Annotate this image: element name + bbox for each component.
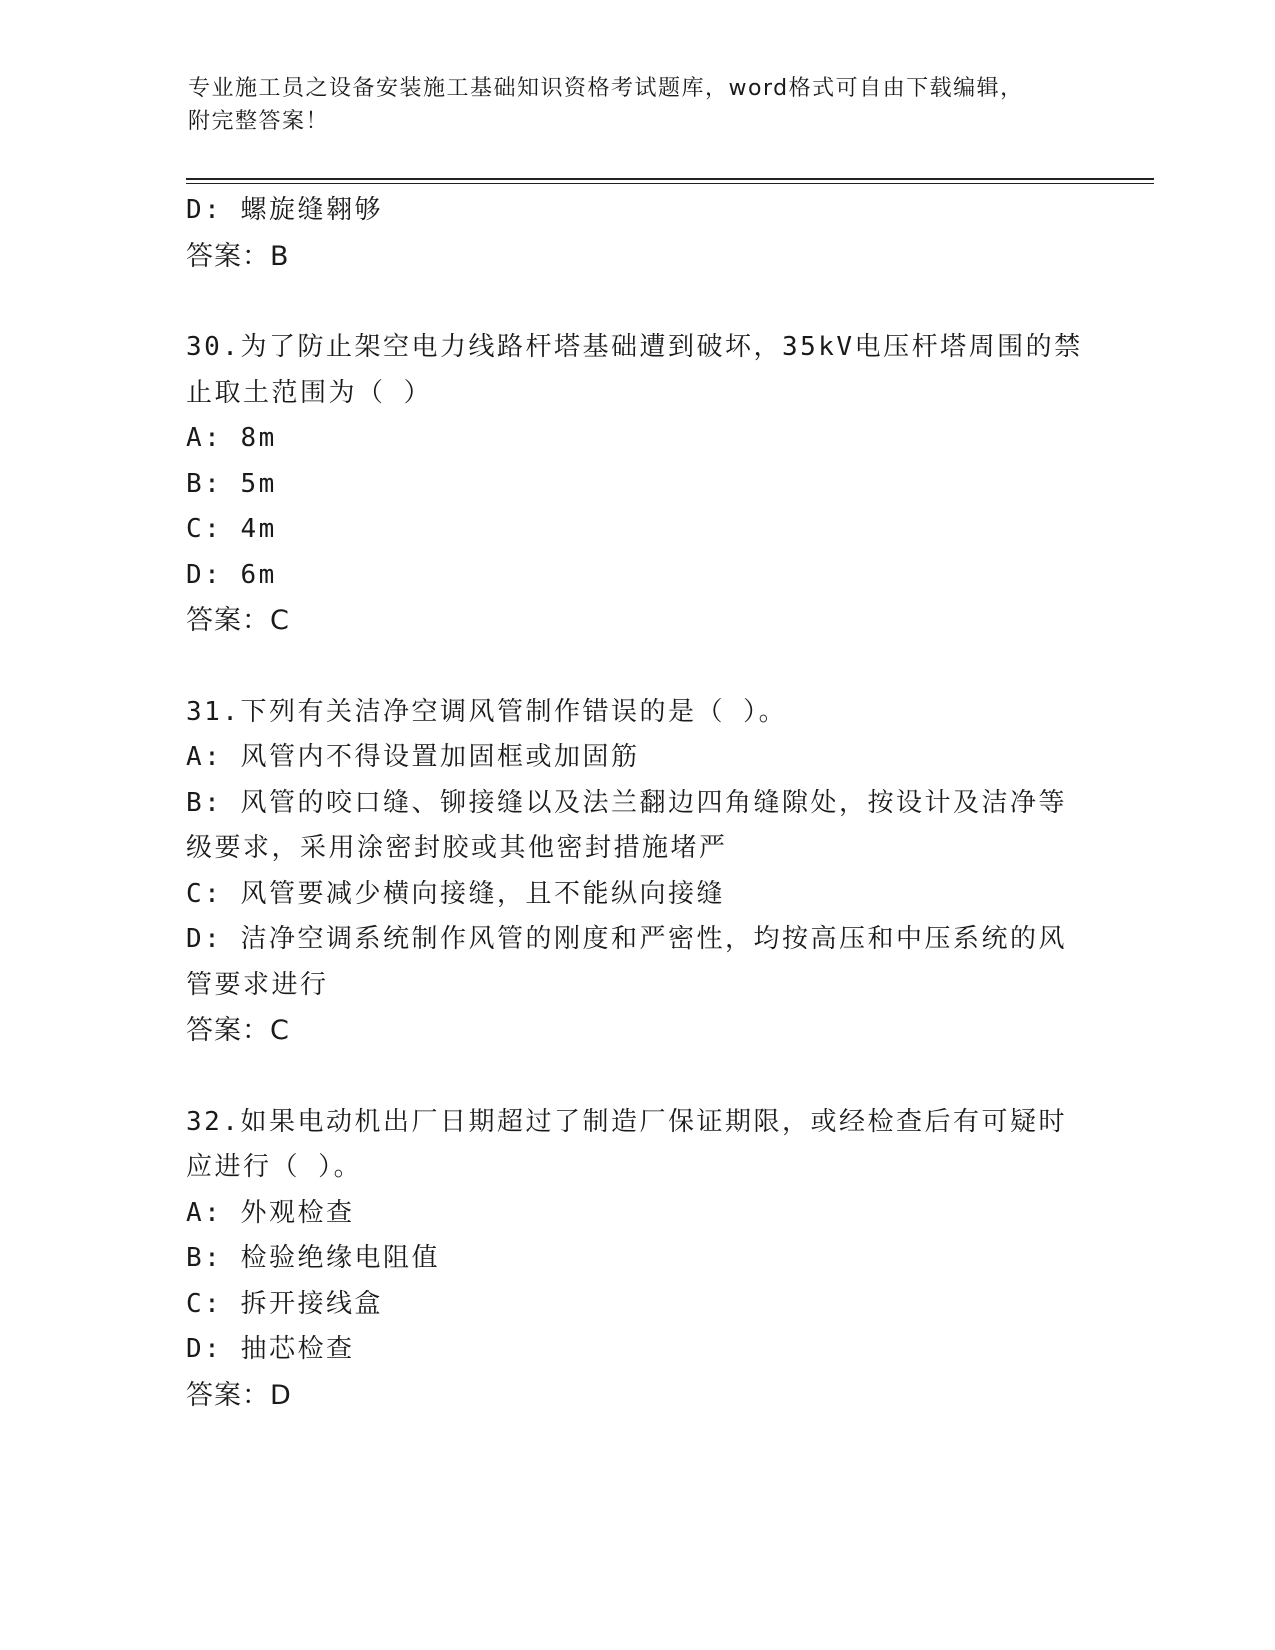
answer: 答案：D xyxy=(186,1379,292,1411)
option-a: A: 风管内不得设置加固框或加固筋 xyxy=(186,742,640,772)
option-a: A: 8m xyxy=(186,423,277,453)
question-stem-line: 32.如果电动机出厂日期超过了制造厂保证期限，或经检查后有可疑时 xyxy=(186,1106,1067,1137)
option-d: D: 抽芯检查 xyxy=(186,1334,355,1364)
header-line-2: 附完整答案！ xyxy=(188,109,330,134)
header-divider-thin xyxy=(186,183,1154,184)
question-stem-line: 应进行（ ）。 xyxy=(186,1152,363,1182)
option-b: B: 风管的咬口缝、铆接缝以及法兰翻边四角缝隙处，按设计及洁净等 xyxy=(186,787,1067,818)
answer: 答案：C xyxy=(186,605,290,636)
prev-option-d: D: 螺旋缝翱够 xyxy=(186,195,383,225)
header-divider-thick xyxy=(186,178,1154,180)
option-c: C: 拆开接线盒 xyxy=(186,1288,383,1319)
option-d-continued: 管要求进行 xyxy=(186,969,329,1000)
option-b: B: 5m xyxy=(186,468,277,499)
option-c: C: 风管要减少横向接缝，且不能纵向接缝 xyxy=(186,878,725,909)
option-d: D: 洁净空调系统制作风管的刚度和严密性，均按高压和中压系统的风 xyxy=(186,924,1067,954)
option-b-continued: 级要求，采用涂密封胶或其他密封措施堵严 xyxy=(186,833,728,863)
document-header xyxy=(188,72,1088,138)
question-stem-line: 30.为了防止架空电力线路杆塔基础遭到破坏，35kV电压杆塔周围的禁 xyxy=(186,332,1083,362)
question-content xyxy=(186,188,1086,1418)
question-30 xyxy=(186,325,1086,644)
header-line-1: 专业施工员之设备安装施工基础知识资格考试题库，word格式可自由下载编辑， xyxy=(188,76,1024,101)
answer: 答案：C xyxy=(186,1015,290,1046)
question-stem-line: 31.下列有关洁净空调风管制作错误的是（ ）。 xyxy=(186,696,788,727)
option-b: B: 检验绝缘电阻值 xyxy=(186,1243,440,1273)
question-31 xyxy=(186,690,1086,1054)
option-d: D: 6m xyxy=(186,559,277,590)
option-c: C: 4m xyxy=(186,514,277,544)
question-stem-line: 止取土范围为（ ） xyxy=(186,377,433,408)
question-32 xyxy=(186,1100,1086,1419)
option-a: A: 外观检查 xyxy=(186,1197,355,1228)
prev-answer: 答案：B xyxy=(186,240,290,272)
